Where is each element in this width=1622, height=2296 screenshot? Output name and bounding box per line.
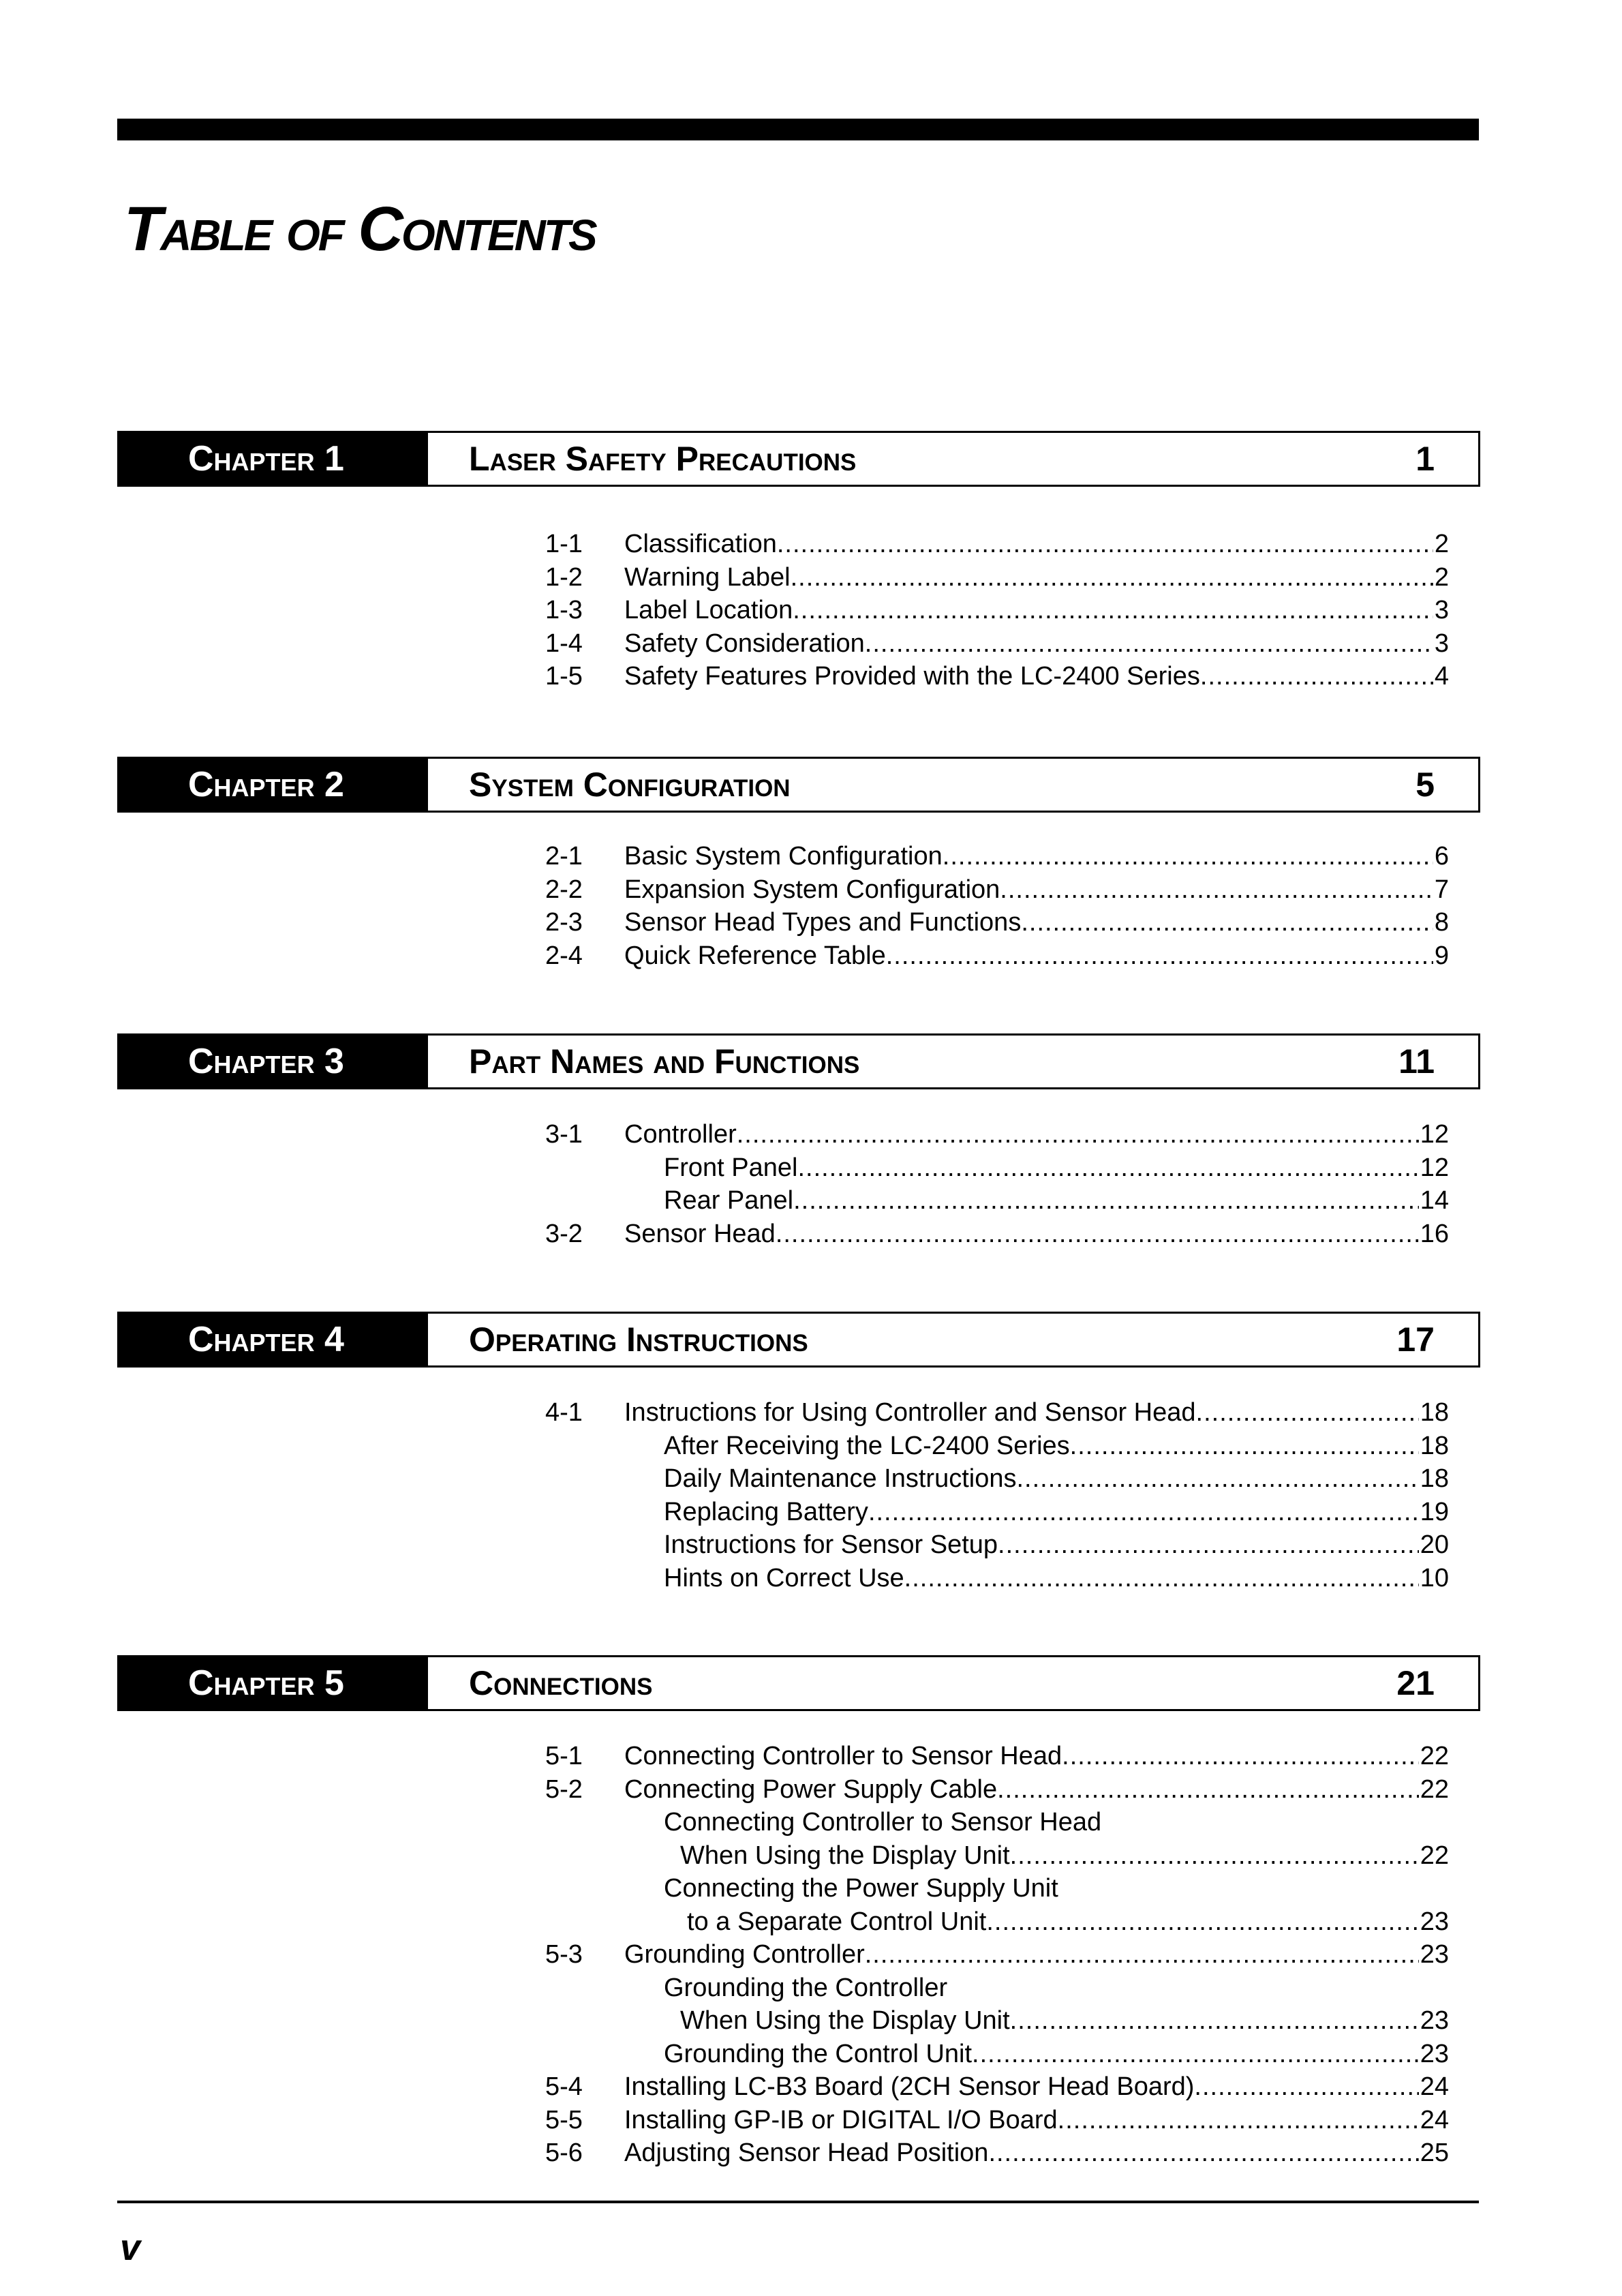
dot-leader	[1016, 1462, 1418, 1496]
toc-entry-label: Safety Consideration	[624, 629, 865, 658]
toc-entry-page: 16	[1420, 1219, 1449, 1248]
dot-leader	[972, 2038, 1419, 2071]
toc-entry[interactable]	[545, 1806, 1449, 1839]
toc-section-list	[545, 528, 1449, 693]
toc-entry-page: 12	[1420, 1153, 1449, 1182]
toc-entry-label: After Receiving the LC-2400 Series	[664, 1431, 1070, 1460]
chapter-header[interactable]	[117, 1033, 1480, 1089]
toc-entry[interactable]	[545, 906, 1449, 939]
toc-entry-label: Instructions for Sensor Setup	[664, 1530, 998, 1559]
toc-entry-label: Connecting Controller to Sensor Head	[624, 1742, 1062, 1770]
dot-leader	[797, 1151, 1418, 1185]
toc-entry[interactable]	[545, 1496, 1449, 1529]
chapter-title-box	[428, 431, 1480, 487]
toc-entry-page: 9	[1434, 941, 1449, 970]
dot-leader	[997, 1773, 1419, 1807]
dot-leader	[793, 594, 1433, 627]
toc-entry-label: Grounding Controller	[624, 1940, 865, 1969]
toc-entry-label: Hints on Correct Use	[664, 1563, 904, 1592]
toc-entry-number: 2-3	[545, 908, 583, 937]
toc-entry-label: Front Panel	[664, 1153, 798, 1182]
dot-leader	[737, 1118, 1419, 1151]
toc-entry-label: Rear Panel	[664, 1186, 794, 1215]
toc-entry-number: 2-2	[545, 875, 583, 904]
toc-entry-number: 5-1	[545, 1742, 583, 1770]
toc-entry[interactable]	[545, 1938, 1449, 1972]
toc-entry-page: 19	[1420, 1497, 1449, 1526]
toc-entry-number: 5-4	[545, 2072, 583, 2101]
dot-leader	[865, 1938, 1419, 1972]
toc-entry-label: Installing LC-B3 Board (2CH Sensor Head Board)	[624, 2072, 1195, 2101]
toc-entry-number: 5-3	[545, 1940, 583, 1969]
dot-leader	[791, 561, 1433, 594]
toc-entry-number: 2-1	[545, 842, 583, 871]
toc-entry[interactable]	[545, 1528, 1449, 1562]
toc-entry[interactable]	[545, 1151, 1449, 1185]
toc-entry-page: 3	[1434, 596, 1449, 624]
dot-leader	[1196, 1396, 1419, 1430]
dot-leader	[943, 840, 1433, 873]
toc-entry-page: 23	[1420, 1907, 1449, 1936]
toc-entry-number: 1-5	[545, 662, 583, 691]
toc-entry-label: Controller	[624, 1120, 737, 1149]
toc-entry[interactable]	[545, 627, 1449, 661]
dot-leader	[1021, 906, 1433, 939]
dot-leader	[777, 528, 1433, 561]
toc-entry[interactable]	[545, 594, 1449, 627]
toc-entry-page: 25	[1420, 2139, 1449, 2167]
toc-entry-page: 23	[1420, 1940, 1449, 1969]
top-rule	[117, 119, 1479, 140]
footer-page-number: v	[120, 2227, 141, 2268]
toc-entry-label: Basic System Configuration	[624, 842, 943, 871]
toc-entry-label: Connecting Controller to Sensor Head	[664, 1808, 1102, 1837]
toc-entry-label: Safety Features Provided with the LC-2400 Series	[624, 662, 1200, 691]
dot-leader	[1194, 2070, 1418, 2104]
toc-entry-page: 4	[1434, 662, 1449, 691]
toc-entry[interactable]	[545, 2104, 1449, 2137]
toc-entry-page: 18	[1420, 1431, 1449, 1460]
toc-entry[interactable]	[545, 660, 1449, 693]
toc-entry-label: Connecting Power Supply Cable	[624, 1774, 998, 1804]
toc-entry-page: 22	[1420, 1742, 1449, 1770]
toc-entry-label: When Using the Display Unit	[680, 2006, 1010, 2035]
chapter-header[interactable]	[117, 431, 1480, 487]
toc-entry-page: 6	[1434, 842, 1449, 871]
toc-entry[interactable]	[545, 873, 1449, 907]
page-title: Table of Contents	[124, 194, 596, 264]
toc-entry[interactable]	[545, 1905, 1449, 1939]
toc-entry-page: 20	[1420, 1530, 1449, 1559]
toc-entry[interactable]	[545, 1218, 1449, 1251]
toc-entry-label: Expansion System Configuration	[624, 875, 1000, 904]
toc-entry-number: 5-2	[545, 1774, 583, 1804]
toc-entry-number: 5-6	[545, 2139, 583, 2167]
chapter-label: Chapter 4	[117, 1312, 428, 1368]
toc-entry[interactable]	[545, 840, 1449, 873]
bottom-rule	[117, 2201, 1479, 2203]
dot-leader	[1058, 2104, 1419, 2137]
toc-entry[interactable]	[545, 1462, 1449, 1496]
toc-entry-label: Grounding the Control Unit	[664, 2039, 973, 2068]
toc-entry-page: 23	[1420, 2039, 1449, 2068]
toc-entry-label: Warning Label	[624, 562, 791, 592]
toc-entry-page: 18	[1420, 1398, 1449, 1427]
toc-entry-label: Sensor Head Types and Functions	[624, 908, 1022, 937]
chapter-header[interactable]	[117, 1312, 1480, 1368]
dot-leader	[998, 1528, 1419, 1562]
toc-entry-page: 2	[1434, 562, 1449, 592]
chapter-title: Connections	[469, 1664, 653, 1702]
toc-entry-label: Replacing Battery	[664, 1497, 868, 1526]
toc-entry[interactable]	[545, 1872, 1449, 1905]
toc-entry[interactable]	[545, 528, 1449, 561]
chapter-label: Chapter 5	[117, 1655, 428, 1711]
toc-entry-label: Grounding the Controller	[664, 1973, 948, 2002]
toc-entry-number: 1-2	[545, 562, 583, 592]
toc-entry-page: 10	[1420, 1563, 1449, 1592]
toc-entry[interactable]	[545, 1972, 1449, 2005]
toc-entry-page: 22	[1420, 1774, 1449, 1804]
dot-leader	[1010, 2004, 1419, 2038]
toc-entry[interactable]	[545, 2038, 1449, 2071]
dot-leader	[865, 627, 1433, 661]
toc-entry-number: 1-3	[545, 596, 583, 624]
toc-entry[interactable]	[545, 1740, 1449, 1773]
toc-entry-label: Label Location	[624, 596, 793, 624]
chapter-page: 17	[1396, 1320, 1435, 1359]
toc-section-list	[545, 1740, 1449, 2170]
dot-leader	[793, 1184, 1419, 1218]
toc-entry[interactable]	[545, 2004, 1449, 2038]
chapter-label: Chapter 3	[117, 1033, 428, 1089]
toc-entry-page: 12	[1420, 1120, 1449, 1149]
toc-entry[interactable]	[545, 1839, 1449, 1873]
dot-leader	[904, 1562, 1419, 1595]
toc-entry[interactable]	[545, 1118, 1449, 1151]
toc-entry-page: 22	[1420, 1841, 1449, 1870]
toc-entry[interactable]	[545, 1184, 1449, 1218]
dot-leader	[776, 1218, 1419, 1251]
toc-entry[interactable]	[545, 939, 1449, 973]
toc-entry[interactable]	[545, 1430, 1449, 1463]
toc-entry-label: Adjusting Sensor Head Position	[624, 2139, 989, 2167]
toc-entry-label: Instructions for Using Controller and Sensor Head	[624, 1398, 1196, 1427]
dot-leader	[886, 939, 1433, 973]
dot-leader	[1200, 660, 1433, 693]
dot-leader	[986, 1905, 1418, 1939]
toc-entry-label: Sensor Head	[624, 1219, 776, 1248]
chapter-label: Chapter 2	[117, 757, 428, 813]
toc-entry[interactable]	[545, 2070, 1449, 2104]
chapter-page: 11	[1398, 1042, 1435, 1081]
toc-entry[interactable]	[545, 1562, 1449, 1595]
dot-leader	[1010, 1839, 1419, 1873]
toc-entry-number: 4-1	[545, 1398, 583, 1427]
toc-entry[interactable]	[545, 2136, 1449, 2170]
toc-entry-label: Installing GP-IB or DIGITAL I/O Board	[624, 2105, 1058, 2134]
toc-entry-page: 3	[1434, 629, 1449, 658]
toc-entry-number: 1-4	[545, 629, 583, 658]
chapter-title: Operating Instructions	[469, 1320, 808, 1359]
chapter-page: 21	[1396, 1664, 1435, 1702]
dot-leader	[1070, 1430, 1419, 1463]
toc-entry-label: Classification	[624, 530, 777, 558]
dot-leader	[988, 2136, 1418, 2170]
toc-entry-page: 7	[1434, 875, 1449, 904]
toc-entry-number: 5-5	[545, 2105, 583, 2134]
toc-entry-page: 14	[1420, 1186, 1449, 1215]
toc-entry[interactable]	[545, 561, 1449, 594]
toc-entry[interactable]	[545, 1773, 1449, 1807]
toc-entry-page: 8	[1434, 908, 1449, 937]
dot-leader	[1062, 1740, 1419, 1773]
chapter-title-box	[428, 1655, 1480, 1711]
toc-entry-page: 24	[1420, 2105, 1449, 2134]
toc-entry-number: 2-4	[545, 941, 583, 970]
toc-entry-label: Connecting the Power Supply Unit	[664, 1874, 1058, 1903]
chapter-page: 1	[1416, 440, 1435, 478]
toc-section-list	[545, 840, 1449, 972]
toc-entry-label: to a Separate Control Unit	[687, 1907, 987, 1936]
chapter-title-box	[428, 1033, 1480, 1089]
chapter-title: Laser Safety Precautions	[469, 440, 857, 478]
chapter-title-box	[428, 1312, 1480, 1368]
chapter-header[interactable]	[117, 1655, 1480, 1711]
toc-entry-page: 18	[1420, 1464, 1449, 1493]
toc-entry[interactable]	[545, 1396, 1449, 1430]
toc-entry-number: 3-2	[545, 1219, 583, 1248]
dot-leader	[868, 1496, 1419, 1529]
chapter-title: Part Names and Functions	[469, 1042, 860, 1081]
dot-leader	[1000, 873, 1433, 907]
toc-entry-number: 1-1	[545, 530, 583, 558]
chapter-header[interactable]	[117, 757, 1480, 813]
chapter-label: Chapter 1	[117, 431, 428, 487]
chapter-page: 5	[1416, 766, 1435, 804]
chapter-title-box	[428, 757, 1480, 813]
toc-entry-page: 23	[1420, 2006, 1449, 2035]
toc-entry-label: Daily Maintenance Instructions	[664, 1464, 1017, 1493]
toc-entry-label: When Using the Display Unit	[680, 1841, 1010, 1870]
chapter-title: System Configuration	[469, 766, 791, 804]
toc-entry-label: Quick Reference Table	[624, 941, 886, 970]
toc-section-list	[545, 1396, 1449, 1595]
toc-entry-page: 2	[1434, 530, 1449, 558]
toc-entry-page: 24	[1420, 2072, 1449, 2101]
toc-section-list	[545, 1118, 1449, 1250]
toc-entry-number: 3-1	[545, 1120, 583, 1149]
